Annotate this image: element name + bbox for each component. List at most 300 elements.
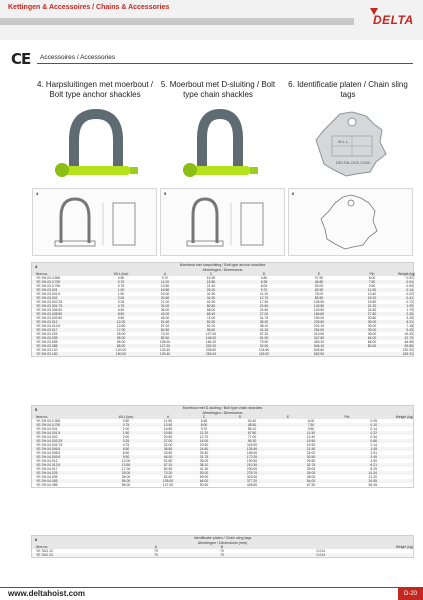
- table-cell: 57.20: [163, 463, 173, 468]
- table-cell: 13.40: [306, 435, 316, 440]
- table-cell: 46.80: [314, 280, 324, 285]
- table-cell: 9.50: [117, 316, 125, 321]
- table-cell: 20.60: [259, 304, 269, 309]
- table-cell: 15.20: [367, 296, 377, 301]
- table-cell: 82.60: [206, 320, 216, 325]
- table-header: [32, 536, 413, 549]
- table-cell: 54.00: [367, 336, 377, 341]
- table-header: [32, 263, 416, 277]
- table-cell: YE.SH.04.008.5: [36, 451, 61, 456]
- table-cell: 92.00: [259, 344, 269, 349]
- table-cell: 51.80: [163, 459, 173, 464]
- table-cell: 36.00: [367, 320, 377, 325]
- table-cell: 21.40: [206, 284, 216, 289]
- table-cell: 155.00: [246, 451, 258, 456]
- col-weight: Weight (kg): [398, 272, 416, 277]
- table-cell: 92.20: [206, 324, 216, 329]
- table-cell: 6.21: [370, 463, 377, 468]
- table-cell: 8.29: [370, 467, 377, 472]
- table-cell: 166.60: [313, 312, 325, 317]
- table-cell: YE.SH.04.001: [36, 427, 58, 432]
- table-cell: 6.48: [200, 419, 208, 424]
- col-item: Item no.: [36, 415, 49, 420]
- table-cell: 3.49: [370, 455, 377, 460]
- table-cell: 1.50: [117, 292, 125, 297]
- table-cell: 313.50: [313, 332, 325, 337]
- table-cell: YE.SH.04.085: [36, 483, 58, 488]
- table-cell: 61.00: [259, 336, 269, 341]
- table-cell: 43.80: [163, 451, 173, 456]
- table-cell: 7.50: [307, 423, 315, 428]
- table-cell: YE.SH.04.017: [36, 467, 58, 472]
- table-cell: 8.50: [122, 451, 130, 456]
- table-cell: 32.00: [160, 304, 170, 309]
- table-cell: 7.18: [406, 324, 413, 329]
- table-cell: 6.35: [260, 280, 268, 285]
- table-cell: 53.00: [199, 471, 209, 476]
- table-cell: YE.SH.04.035: [36, 475, 58, 480]
- col-c: C: [202, 415, 206, 420]
- table-cell: YE.SH.04.012: [36, 459, 58, 464]
- table-cell: YE.SH.04.0.300: [36, 419, 61, 424]
- col-d: D: [238, 415, 242, 420]
- table-cell: 6.00: [368, 276, 376, 281]
- table-cell: 232.10: [313, 324, 325, 329]
- table-cell: 34.55: [368, 479, 377, 484]
- table-cell: 70: [154, 549, 158, 554]
- table-cell: 105.00: [159, 340, 171, 345]
- ce-mark: CE: [11, 50, 31, 68]
- table-cell: 51.60: [160, 320, 170, 325]
- table-cell: 278.70: [246, 471, 258, 476]
- table-cell: 74.00: [206, 316, 216, 321]
- table-cell: 39.00: [367, 328, 377, 333]
- table-cell: 652.50: [313, 352, 325, 357]
- table-cell: 11.80: [163, 419, 173, 424]
- table-chain-shackles: [31, 405, 414, 488]
- anchor-shackle-image: [34, 110, 158, 180]
- table-cell: 50.80: [206, 304, 216, 309]
- table-cell: 0.72: [406, 300, 413, 305]
- table-cell: 115.00: [258, 352, 270, 357]
- table-cell: 25.00: [116, 332, 126, 337]
- table-subtitle: Afmetingen / Dimensions: [202, 410, 243, 415]
- table-cell: 127.00: [159, 344, 171, 349]
- table-cell: 15.50: [306, 439, 316, 444]
- table-cell: 85.50: [314, 296, 324, 301]
- table-title: Moerbout met harpsluiting / Bolt type anchor shackles: [179, 263, 266, 267]
- table-cell: 230.00: [246, 467, 258, 472]
- table-cell: 58.10: [247, 427, 257, 432]
- table-cell: 172.20: [246, 455, 258, 460]
- table-cell: 31.75: [259, 316, 269, 321]
- table-cell: 0.50: [122, 419, 130, 424]
- table-cell: 82.60: [160, 336, 170, 341]
- col-e: E: [317, 272, 321, 277]
- table-cell: 1.00: [122, 427, 130, 432]
- table-cell: YE.SH.04.025: [36, 471, 58, 476]
- table-cell: 228.60: [205, 348, 217, 353]
- table-cell: 19.50: [306, 443, 316, 448]
- table-cell: 25.40: [199, 451, 209, 456]
- table-cell: 105.00: [162, 479, 174, 484]
- table-cell: 11.20: [199, 431, 209, 436]
- table-body: [32, 276, 413, 356]
- table-cell: YE.SH.04.002: [36, 435, 58, 440]
- table-cell: 190.00: [313, 316, 325, 321]
- table-cell: 32.75: [306, 463, 316, 468]
- table-cell: 66.00: [199, 479, 209, 484]
- table-cell: 17.00: [116, 328, 126, 333]
- table-cell: 2.00: [122, 435, 130, 440]
- table-cell: 37.50: [314, 276, 324, 281]
- table-cell: 55.35: [368, 483, 377, 488]
- table-cell: 80.00: [367, 344, 377, 349]
- table-cell: 82.60: [163, 475, 173, 480]
- table-cell: 48.50: [247, 423, 257, 428]
- anchor-shackle-drawing: [33, 189, 156, 255]
- table-cell: 8.00: [260, 284, 268, 289]
- drawing-number: 5: [164, 191, 167, 196]
- table-cell: 4.90: [370, 459, 377, 464]
- table-cell: 95.30: [247, 439, 257, 444]
- table-cell: 126.50: [313, 304, 325, 309]
- col-wll: WLL (ton): [118, 415, 134, 420]
- table-cell: 210.30: [246, 463, 258, 468]
- table-cell: 54.00: [306, 479, 316, 484]
- table-cell: 19.00: [160, 292, 170, 297]
- table-cell: 377.20: [246, 479, 258, 484]
- table-title: Moerbout met D-sluiting / Bolt type chain shackles: [182, 406, 263, 410]
- table-cell: YE.SH.03.008.50: [36, 312, 63, 317]
- table-cell: 24.60: [199, 447, 209, 452]
- table-cell: 46.56: [404, 340, 413, 345]
- table-cell: YE.TAG.12: [36, 549, 53, 554]
- table-cell: 30.80: [367, 316, 377, 321]
- table-cell: YE.SH.03.120: [36, 348, 58, 353]
- table-cell: 9.50: [122, 455, 130, 460]
- drawing-number: 6: [292, 191, 295, 196]
- table-cell: 146.00: [205, 336, 217, 341]
- table-cell: 48.00: [306, 475, 316, 480]
- table-cell: 13.50: [160, 284, 170, 289]
- col-a: A: [163, 272, 167, 277]
- table-cell: 38.10: [259, 324, 269, 329]
- table-cell: 115.00: [246, 443, 258, 448]
- table-subtitle: Afmetingen / Dimensions: [202, 267, 243, 272]
- table-subtitle: Afmetingen / Dimensions (mm): [197, 540, 248, 545]
- column-headers: [32, 545, 413, 549]
- table-cell: 546.10: [313, 344, 325, 349]
- table-cell: 67.50: [306, 483, 316, 488]
- table-cell: YE.SH.04.0.750: [36, 423, 61, 428]
- table-cell: 3.25: [406, 316, 413, 321]
- table-cell: 27.80: [367, 312, 377, 317]
- table-cell: 12.00: [116, 320, 126, 325]
- table-cell: 55.00: [121, 479, 131, 484]
- drawing-number: 4: [36, 191, 39, 196]
- table-cell: 21.20: [368, 475, 377, 480]
- table-cell: 8.50: [117, 312, 125, 317]
- table-cell: YE.SH.04.003.25: [36, 439, 63, 444]
- table-cell: 20.60: [163, 435, 173, 440]
- table-cell: 0.10: [370, 423, 377, 428]
- table-cell: 58.00: [206, 308, 216, 313]
- table-cell: 42.90: [206, 300, 216, 305]
- table-cell: 30.50: [306, 455, 316, 460]
- drawing-chain-shackle: [160, 188, 285, 256]
- table-cell: 0.70: [117, 280, 125, 285]
- table-cell: 13.40: [367, 292, 377, 297]
- table-cell: 625.60: [313, 348, 325, 353]
- table-cell: 0.09: [406, 284, 413, 289]
- product-title-4: 4. Harpsluitingen met moerbout / Bolt type anchor shackles: [36, 80, 154, 99]
- table-cell: 0.14: [406, 288, 413, 293]
- table-cell: 11.00: [160, 280, 170, 285]
- table-cell: 6.50: [122, 447, 130, 452]
- footer-url[interactable]: www.deltahoist.com: [8, 589, 86, 598]
- table-cell: YE.SH.04.009.5: [36, 455, 61, 460]
- table-cell: 4.75: [117, 304, 125, 309]
- table-cell: 35.00: [199, 459, 209, 464]
- table-cell: 120.00: [115, 348, 127, 353]
- col-weight: Weight (kg): [395, 545, 413, 550]
- table-cell: YE.SH.03.085: [36, 344, 58, 349]
- table-anchor-shackles: [31, 262, 414, 357]
- table-cell: 9.43: [406, 328, 413, 333]
- table-cell: 6.00: [307, 419, 315, 424]
- table-cell: 16.80: [163, 427, 173, 432]
- table-cell: 77.00: [247, 435, 257, 440]
- table-cell: 347.50: [313, 336, 325, 341]
- table-cell: 0.22: [370, 431, 377, 436]
- section-divider: [37, 63, 413, 64]
- table-cell: 41.30: [199, 467, 209, 472]
- table-cell: 55.00: [116, 340, 126, 345]
- table-cell: YE.SH.03.009.50: [36, 316, 63, 321]
- table-cell: 32.00: [163, 443, 173, 448]
- column-headers: [32, 415, 413, 419]
- table-cell: 29.50: [306, 459, 316, 464]
- table-cell: 69.85: [404, 344, 413, 349]
- table-cell: 1.09: [406, 304, 413, 309]
- table-cell: 27.00: [259, 312, 269, 317]
- table-cell: 39.00: [306, 471, 316, 476]
- table-cell: 12.70: [199, 435, 209, 440]
- table-cell: 67.80: [247, 431, 257, 436]
- page-number: D-20: [398, 588, 423, 600]
- table-cell: YE.SH.03.035: [36, 336, 58, 341]
- table-cell: 38.10: [199, 463, 209, 468]
- table-cell: YE.SH.03.025: [36, 332, 58, 337]
- table-row: [32, 483, 413, 487]
- table-cell: 0.05: [370, 419, 377, 424]
- tag-wll-text: W.L.L.: [338, 139, 350, 144]
- col-spacer: [252, 545, 340, 549]
- table-cell: YE.SH.03.013.5: [36, 324, 61, 329]
- product-title-6: 6. Identificatie platen / Chain sling tags: [288, 80, 408, 99]
- table-cell: 7.50: [368, 280, 376, 285]
- sling-tag-drawing: [289, 189, 412, 255]
- table-cell: 120.20: [402, 348, 413, 353]
- table-cell: 139.40: [159, 352, 171, 357]
- table-cell: YE.SH.03.012: [36, 320, 58, 325]
- table-cell: 43.00: [160, 312, 170, 317]
- table-cell: 15.30: [404, 332, 413, 337]
- table-cell: 0.50: [117, 276, 125, 281]
- chain-shackle-image: [158, 110, 282, 180]
- table-cell: 85.00: [121, 483, 131, 488]
- table-cell: 0.75: [122, 423, 130, 428]
- table-cell: YE.SH.03.017: [36, 328, 58, 333]
- table-cell: YE.SH.04.013.5: [36, 463, 61, 468]
- table-cell: 60.50: [160, 328, 170, 333]
- table-cell: 57.02: [160, 324, 170, 329]
- table-cell: 53.00: [314, 284, 324, 289]
- table-cell: 190.50: [246, 459, 258, 464]
- table-cell: 3.25: [122, 439, 130, 444]
- drawing-sling-tag: [288, 188, 413, 256]
- table-cell: 16.00: [199, 439, 209, 444]
- table-cell: 31.50: [206, 292, 216, 297]
- table-cell: 16.80: [160, 288, 170, 293]
- table-cell: 90.50: [199, 483, 209, 488]
- table-sling-tags: [31, 535, 414, 558]
- table-cell: 70: [154, 553, 158, 558]
- table-cell: 323.00: [246, 475, 258, 480]
- table-cell: 36.80: [163, 447, 173, 452]
- table-cell: 35.00: [116, 336, 126, 341]
- table-cell: 57.20: [259, 332, 269, 337]
- table-cell: 1.00: [117, 288, 125, 293]
- table-cell: 31.75: [199, 455, 209, 460]
- table-cell: 13.50: [121, 463, 131, 468]
- table-cell: 209.60: [313, 320, 325, 325]
- table-cell: 41.30: [259, 328, 269, 333]
- table-cell: 35.00: [259, 320, 269, 325]
- table-cell: 0.75: [117, 284, 125, 289]
- table-cell: 17.50: [259, 300, 269, 305]
- table-row: [32, 352, 413, 356]
- table-cell: YE.SH.03.002.25: [36, 300, 63, 305]
- table-cell: 106.50: [313, 300, 325, 305]
- col-item: Item no.: [36, 545, 49, 550]
- col-e: E: [286, 415, 290, 420]
- table-cell: 13.50: [116, 324, 126, 329]
- table-cell: 149.50: [313, 308, 325, 313]
- page-header: [0, 0, 423, 40]
- table-cell: 73.20: [163, 471, 173, 476]
- col-b: B: [220, 545, 224, 550]
- table-cell: 14.34: [368, 471, 377, 476]
- table-cell: 39.00: [367, 324, 377, 329]
- table-cell: 46.00: [160, 316, 170, 321]
- table-cell: 1.14: [370, 443, 377, 448]
- table-number: 6: [35, 537, 38, 542]
- table-cell: YE.SH.03.002: [36, 296, 58, 301]
- table-cell: 24.80: [367, 308, 377, 313]
- sling-tag-image: [290, 110, 414, 180]
- col-c: C: [209, 272, 213, 277]
- table-cell: 17.00: [121, 467, 131, 472]
- table-cell: 31.50: [206, 296, 216, 301]
- table-cell: 200.20: [205, 344, 217, 349]
- table-cell: 18.80: [206, 280, 216, 285]
- table-cell: 254.00: [205, 352, 217, 357]
- table-cell: 2.36: [406, 312, 413, 317]
- table-cell: 9.70: [161, 276, 169, 281]
- drawing-anchor-shackle: [32, 188, 157, 256]
- table-cell: YE.SH.03.001: [36, 288, 58, 293]
- col-item: Item no.: [36, 272, 49, 277]
- table-cell: YE.SH.03.004.75: [36, 304, 63, 309]
- col-a: A: [166, 415, 170, 420]
- table-cell: 127.00: [162, 483, 174, 488]
- table-cell: 4.80: [260, 276, 268, 281]
- table-cell: 1.50: [122, 431, 130, 436]
- table-cell: 70: [220, 549, 224, 554]
- footer-divider: [0, 587, 423, 588]
- table-cell: 73.20: [160, 332, 170, 337]
- table-cell: 0.22: [406, 292, 413, 297]
- col-wll: WLL (ton): [113, 272, 129, 277]
- table-cell: 135.40: [246, 447, 258, 452]
- col-weight: Weight (kg): [395, 415, 413, 420]
- table-cell: [346, 352, 398, 356]
- table-cell: 0.34: [370, 435, 377, 440]
- table-cell: 85.00: [116, 344, 126, 349]
- table-cell: 36.00: [160, 308, 170, 313]
- table-cell: YE.SH.04.004.75: [36, 443, 63, 448]
- table-cell: 11.20: [259, 292, 269, 297]
- table-cell: 27.00: [160, 300, 170, 305]
- table-cell: 9.70: [200, 427, 208, 432]
- table-cell: 15.30: [206, 276, 216, 281]
- table-cell: 78.00: [314, 292, 324, 297]
- section-label: Accessoires / Accessories: [40, 54, 116, 61]
- table-cell: 68.00: [367, 340, 377, 345]
- col-pin: Pin: [344, 415, 350, 420]
- table-cell: 24.60: [259, 308, 269, 313]
- table-cell: 133.40: [159, 348, 171, 353]
- table-cell: YE.SH.03.0.700: [36, 280, 61, 285]
- table-cell: 184.20: [205, 340, 217, 345]
- table-cell: 5.31: [406, 320, 413, 325]
- table-cell: 1.45: [370, 447, 377, 452]
- col-pin: Pin: [369, 272, 375, 277]
- col-a: A: [154, 545, 158, 550]
- table-cell: 453.20: [313, 340, 325, 345]
- table-cell: 20.60: [160, 296, 170, 301]
- table-cell: 11.50: [367, 288, 377, 293]
- table-cell: 0.014: [316, 553, 325, 558]
- table-cell: 4.75: [122, 443, 130, 448]
- table-cell: 9.70: [260, 288, 268, 293]
- table-cell: 27.00: [163, 439, 173, 444]
- table-cell: 0.02: [406, 276, 413, 281]
- table-cell: 19.80: [163, 431, 173, 436]
- table-cell: 26.20: [206, 288, 216, 293]
- table-cell: YE.SH.03.006.50: [36, 308, 63, 313]
- table-cell: 3.25: [117, 300, 125, 305]
- table-cell: 39.00: [306, 467, 316, 472]
- table-cell: 21.50: [306, 447, 316, 452]
- table-cell: 0.014: [316, 549, 325, 554]
- table-cell: 70: [220, 553, 224, 558]
- table-cell: 13.50: [163, 423, 173, 428]
- table-title: Identificatie platen / Chain sling tags: [193, 536, 252, 540]
- table-cell: 68.40: [206, 312, 216, 317]
